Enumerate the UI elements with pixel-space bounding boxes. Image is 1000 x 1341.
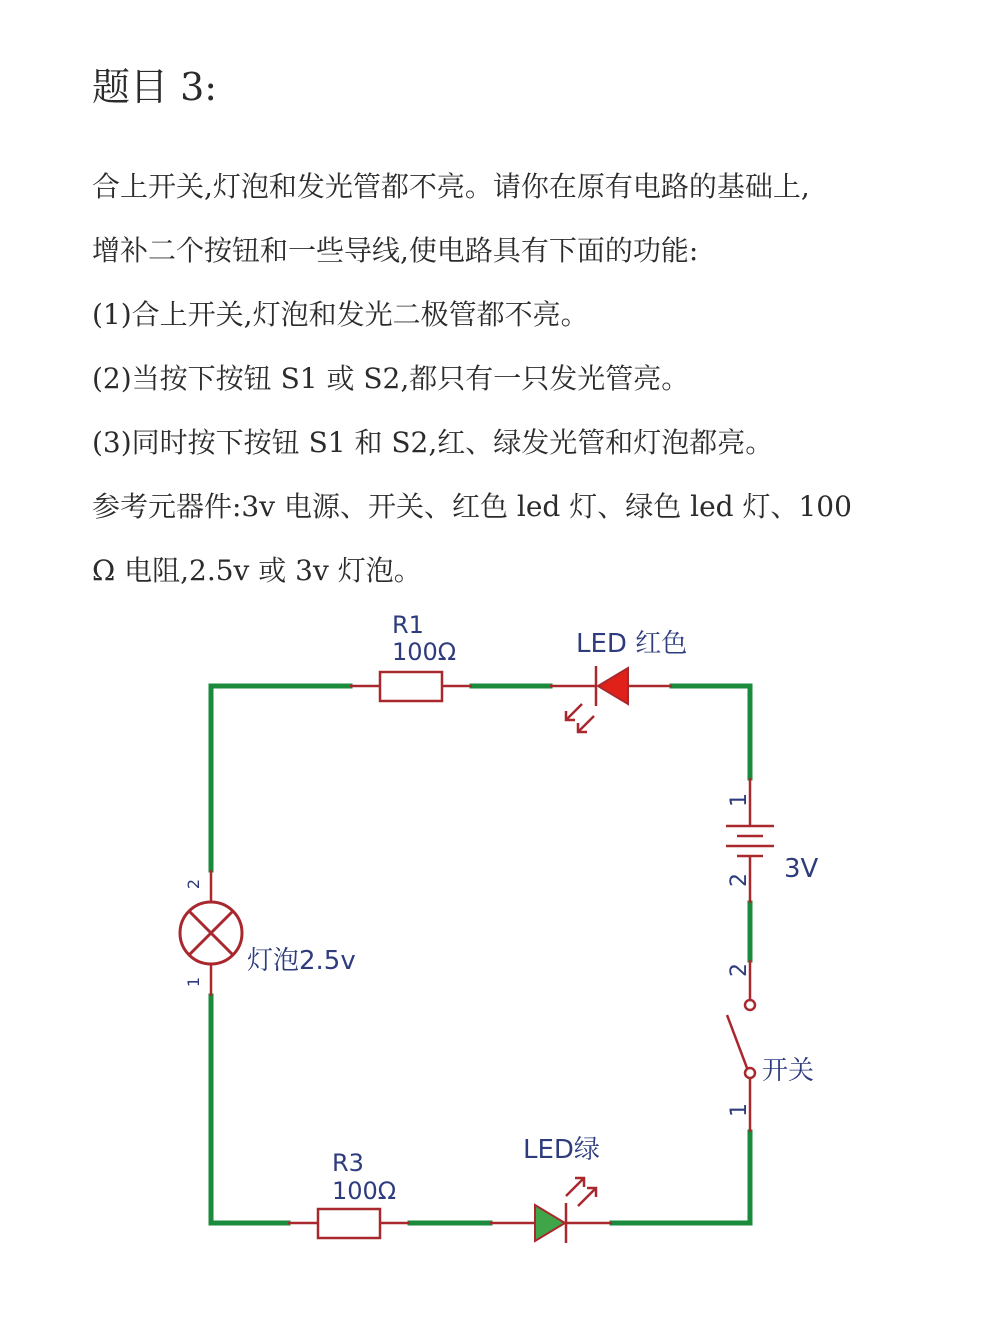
- led-green-triangle: [535, 1205, 565, 1241]
- led-green-emission-arrows: [566, 1178, 596, 1206]
- resistor-r3-name: R3: [332, 1149, 364, 1177]
- problem-title: 题目 3:: [92, 65, 218, 109]
- battery-label: 3V: [784, 854, 819, 884]
- resistor-r1-body: [380, 672, 442, 701]
- problem-requirement-1: (1)合上开关,灯泡和发光二极管都不亮。: [92, 298, 589, 331]
- problem-line: 增补二个按钮和一些导线,使电路具有下面的功能:: [92, 234, 699, 267]
- switch-contact-top: [745, 1000, 755, 1010]
- resistor-r3-body: [318, 1209, 380, 1238]
- led-red-triangle: [598, 668, 628, 704]
- resistor-r1-value: 100Ω: [392, 638, 457, 666]
- resistor-r3: [318, 1149, 396, 1238]
- battery-pin-1: 1: [727, 793, 752, 807]
- switch-pin-2: 2: [727, 963, 752, 977]
- problem-requirement-3: (3)同时按下按钮 S1 和 S2,红、绿发光管和灯泡都亮。: [92, 426, 774, 459]
- switch-contact-bottom: [745, 1068, 755, 1078]
- led-green: [523, 1135, 600, 1243]
- wire-top-left: [211, 686, 350, 870]
- wire-right-lower: [612, 1132, 750, 1223]
- problem-components-cont: Ω 电阻,2.5v 或 3v 灯泡。: [92, 554, 422, 587]
- battery-pin-2: 2: [727, 873, 752, 887]
- lamp-label: 灯泡2.5v: [247, 946, 356, 976]
- problem-requirement-2: (2)当按下按钮 S1 或 S2,都只有一只发光管亮。: [92, 362, 690, 395]
- led-red-label: LED 红色: [576, 629, 688, 659]
- resistor-r3-value: 100Ω: [332, 1177, 397, 1205]
- wire-bottom-left: [211, 996, 288, 1223]
- lamp-pin-1: 1: [184, 976, 203, 988]
- lamp: [180, 879, 356, 987]
- resistor-r1-name: R1: [392, 611, 424, 639]
- led-red-emission-arrows: [566, 704, 594, 732]
- battery-3v: [726, 793, 819, 887]
- led-green-label: LED绿: [523, 1135, 600, 1165]
- led-red: [566, 629, 687, 732]
- resistor-r1: [380, 611, 456, 701]
- lamp-pin-2: 2: [184, 878, 203, 890]
- switch-pin-1: 1: [727, 1103, 752, 1117]
- switch-label: 开关: [762, 1056, 815, 1086]
- switch-lever: [727, 1015, 747, 1068]
- problem-line: 合上开关,灯泡和发光管都不亮。请你在原有电路的基础上,: [92, 170, 810, 203]
- switch: [727, 963, 814, 1117]
- problem-components: 参考元器件:3v 电源、开关、红色 led 灯、绿色 led 灯、100: [92, 490, 852, 523]
- wire-top-right: [672, 686, 750, 778]
